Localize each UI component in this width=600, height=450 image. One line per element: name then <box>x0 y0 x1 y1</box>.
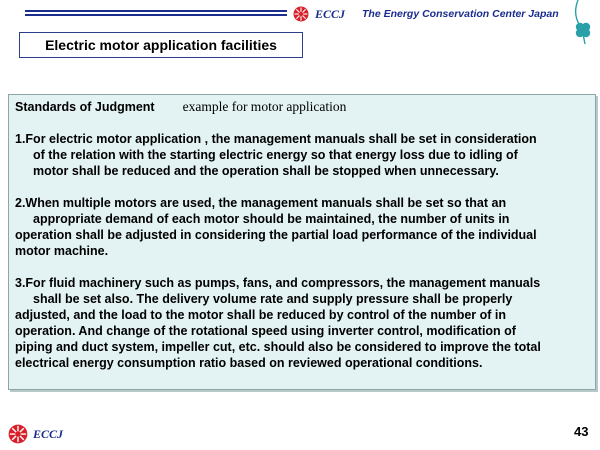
item-1-line-2: of the relation with the starting electric energy so that energy loss due to idling of <box>33 148 518 162</box>
item-2-line-1: 2.When multiple motors are used, the management manuals shall be set so that an <box>15 196 507 210</box>
item-3-line-1: 3.For fluid machinery such as pumps, fans, and compressors, the management manuals <box>15 276 541 290</box>
item-3-line-4: operation. And change of the rotational speed using inverter control, modification of <box>15 324 516 338</box>
item-3-line-5: piping and duct system, impeller cut, etc. should also be considered to improve the total <box>15 340 541 354</box>
item-1-line-1: 1.For electric motor application , the management manuals shall be set in consideration <box>15 132 537 146</box>
judgment-standards-panel <box>8 94 596 390</box>
footer-org-abbr: ECCJ <box>33 427 64 441</box>
page-number: 43 <box>574 424 589 439</box>
item-2-line-4: motor machine. <box>15 244 109 258</box>
header-org-name: The Energy Conservation Center Japan <box>362 8 559 20</box>
item-1-line-3: motor shall be reduced and the operation shall be stopped when unnecessary. <box>33 164 499 178</box>
standards-heading: Standards of Judgment <box>15 100 155 114</box>
item-3-line-6: electrical energy consumption ratio based on reviewed operational conditions. <box>15 356 483 370</box>
item-2-line-3: operation shall be adjusted in considering the partial load performance of the individual <box>15 228 537 242</box>
standards-subheading: example for motor application <box>182 99 347 114</box>
item-2-line-2: appropriate demand of each motor should be maintained, the number of units in <box>33 212 510 226</box>
header-org-abbr: ECCJ <box>315 7 346 21</box>
header-rule-lines <box>25 10 287 18</box>
item-3-line-2: shall be set also. The delivery volume rate and supply pressure shall be properly <box>33 292 513 306</box>
clover-logo-icon <box>566 0 600 46</box>
eccj-footer-logo-icon <box>8 424 28 444</box>
page-title: Electric motor application facilities <box>19 32 303 58</box>
eccj-logo-icon <box>293 6 309 22</box>
item-3-line-3: adjusted, and the load to the motor shall be reduced by control of the number of in <box>15 308 507 322</box>
standards-heading-line <box>15 99 589 115</box>
